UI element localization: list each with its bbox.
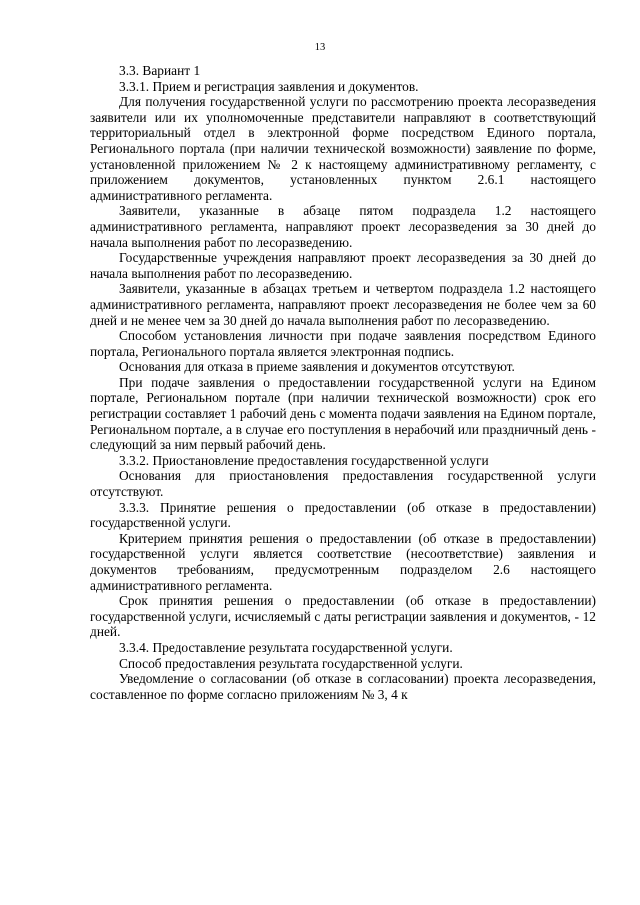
paragraph: Уведомление о согласовании (об отказе в согласовании) проекта лесоразведения, составленное по форме согласно приложениям № 3, 4 к [90, 671, 596, 702]
section-heading-variant: 3.3. Вариант 1 [119, 63, 201, 78]
paragraph: При подаче заявления о предоставлении государственной услуги на Едином портале, Региональном портале (при наличии технической возможности) срок его регистрации составляет 1 рабочий день с момента подачи заявления на Едином портале, Региональном портале, а в случае его поступления в нерабочий или праздничный день - следующий за ним первый рабочий день. [90, 374, 596, 453]
subsection-heading-reception: 3.3.1. Прием и регистрация заявления и документов. [119, 78, 419, 94]
paragraph: Основания для отказа в приеме заявления и документов отсутствуют. [119, 359, 515, 375]
document-body [90, 63, 596, 702]
paragraph: Основания для приостановления предоставления государственной услуги отсутствуют. [90, 468, 596, 500]
subsection-heading-decision: 3.3.3. Принятие решения о предоставлении (об отказе в предоставлении) государственной услуги. [90, 499, 596, 531]
page-number: 13 [314, 42, 326, 53]
paragraph: Критерием принятия решения о предоставлении (об отказе в предоставлении) государственной услуги является соответствие (несоответствие) заявления и документов требованиям, предусмотренным подразделом 2.6 настоящего административного регламента. [90, 530, 596, 593]
paragraph: Способ предоставления результата государственной услуги. [119, 655, 463, 671]
paragraph: Заявители, указанные в абзацах третьем и четвертом подраздела 1.2 настоящего административного регламента, направляют проект лесоразведения не более чем за 60 дней и не менее чем за 30 дней до начала выполнения работ по лесоразведению. [90, 281, 596, 328]
paragraph: Заявители, указанные в абзаце пятом подраздела 1.2 настоящего административного регламента, направляют проект лесоразведения за 30 дней до начала выполнения работ по лесоразведению. [90, 203, 596, 250]
subsection-heading-result: 3.3.4. Предоставление результата государственной услуги. [119, 639, 453, 655]
paragraph: Государственные учреждения направляют проект лесоразведения за 30 дней до начала выполнения работ по лесоразведению. [90, 250, 596, 281]
paragraph: Срок принятия решения о предоставлении (об отказе в предоставлении) государственной услуги, исчисляемый с даты регистрации заявления и документов, - 12 дней. [90, 593, 596, 640]
paragraph: Для получения государственной услуги по рассмотрению проекта лесоразведения заявители или их уполномоченные представители направляют в соответствующий территориальный отдел в электронной форме посредством Единого портала, Регионального портала (при наличии технической возможности) заявление по форме, установленной приложением № 2 к настоящему административному регламенту, с приложением документов, установленных пунктом 2.6.1 настоящего административного регламента. [90, 94, 596, 203]
subsection-heading-suspension: 3.3.2. Приостановление предоставления государственной услуги [119, 452, 489, 468]
paragraph: Способом установления личности при подаче заявления посредством Единого портала, Регионального портала является электронная подпись. [90, 328, 596, 359]
